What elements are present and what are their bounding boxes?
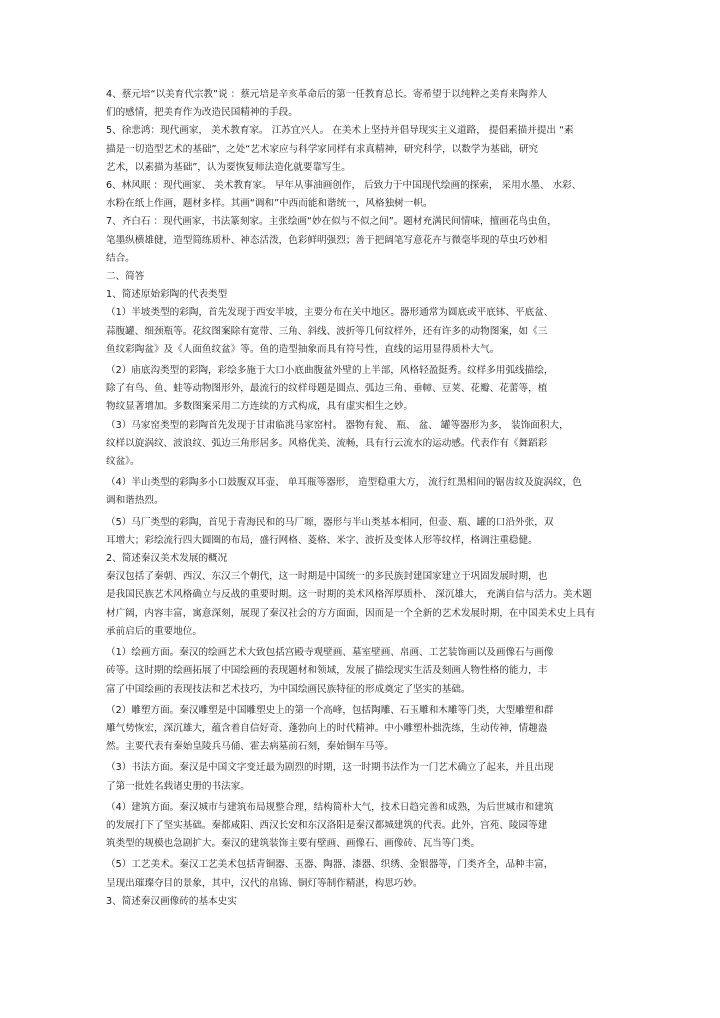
text-line: 笔墨纵横雄健，造型简练质朴、神态活泼，色彩鲜明强烈；善于把阔笔写意花卉与微毫毕现的草虫巧妙相 (106, 234, 548, 246)
text-line: 描是一切造型艺术的基础”，之处“艺术家应与科学家同样有求真精神，研究科学，以数学为基础，研究 (106, 143, 539, 155)
text-line: 承前启后的重要地位。 (106, 625, 202, 637)
section-heading: 二、简答 (106, 271, 145, 283)
text-line: 水粉在纸上作画，题材多样。其画“调和”中西而能和谐统一，风格独树一帜。 (106, 198, 433, 210)
text-line: 纹盆》。 (106, 456, 140, 468)
text-line: 结合。 (106, 252, 135, 264)
text-line: （2）雕塑方面。秦汉雕塑是中国雕塑史上的第一个高峰，包括陶雕、石玉雕和木雕等门类，大型雕塑和群 (106, 704, 554, 716)
text-line: 呈现出璀璨夺目的景象，其中，汉代的帛锦、铜灯等制作精湛，构思巧妙。 (106, 877, 423, 889)
text-line: 5、徐悲鸿：现代画家， 美术教育家。 江苏宜兴人。 在美术上坚持并倡导现实主义道路， 提倡素描并提出 “素 (106, 125, 574, 137)
text-line: 耳增大；彩绘流行四大圆圈的布局，盛行网格、菱格、米字、波折及变体人形等纹样，格调注重稳健。 (106, 534, 538, 546)
text-line: 筑类型的规模也急剧扩大。秦汉的建筑装饰主要有壁画、画像石、画像砖、瓦当等门类。 (106, 838, 481, 850)
question-heading: 3、简述秦汉画像砖的基本史实 (106, 895, 237, 907)
text-line: （5）马厂类型的彩陶，首见于青海民和的马厂塬，器形与半山类基本相同，但壶、瓶、罐的口沿外张，双 (106, 516, 554, 528)
text-line: 秦汉包括了秦朝、西汉、东汉三个朝代，这一时期是中国统一的多民族封建国家建立于巩固发展时期，也 (106, 571, 548, 583)
text-line: 除了有鸟、鱼、蛙等动物图形外，最流行的纹样母题是圆点、弧边三角、垂幛、豆荚、花瓣、花蕾等，植 (106, 383, 548, 395)
text-line: 砖等。这时期的绘画拓展了中国绘画的表现题材和领域，发展了描绘现实生活及刻画人物性格的能力，丰 (106, 665, 548, 677)
text-line: 富了中国绘画的表现技法和艺术技巧，为中国绘画民族特征的形成奠定了坚实的基础。 (106, 683, 471, 695)
text-line: 艺术，以素描为基础”，认为要恢复师法造化就要靠写生。 (106, 161, 351, 173)
text-line: 的发展打下了坚实基础。秦都咸阳、西汉长安和东汉洛阳是秦汉都城建筑的代表。此外，宫苑、陵园等建 (106, 819, 548, 831)
text-line: 雕气势恢宏，深沉雄大，蕴含着自信好奇、蓬勃向上的时代精神。中小雕塑朴拙洗练，生动传神，情趣盎 (106, 722, 548, 734)
text-line: 然。主要代表有秦始皇陵兵马俑、霍去病墓前石刻，秦始铜车马等。 (106, 741, 394, 753)
question-heading: 2、简述秦汉美术发展的概况 (106, 553, 228, 565)
text-line: 7、齐白石 ：现代画家，书法篆刻家。主张绘画“妙在似与不似之间”。题材充满民间情味，擅画花鸟虫鱼， (106, 216, 557, 228)
text-line: 调和谐热烈。 (106, 495, 164, 507)
text-line: 们的感情，把美育作为改造民国精神的手段。 (106, 107, 298, 119)
text-line: 纹样以旋涡纹、波浪纹、弧边三角形居多。风格优美、流畅，具有行云流水的运动感。代表作有《舞蹈彩 (106, 437, 548, 449)
text-line: 4、蔡元培“以美育代宗教”说 ：蔡元培是辛亥革命后的第一任教育总长。寄希望于以纯粹之美育来陶养人 (106, 89, 548, 100)
text-line: （2）庙底沟类型的彩陶，彩绘多施于大口小底曲腹盆外壁的上半部，风格轻盈挺秀。纹样多用弧线描绘， (106, 365, 554, 377)
text-line: 物纹显著增加。多数图案采用二方连续的方式构成，具有虚实相生之妙。 (106, 401, 413, 413)
document-body (106, 86, 612, 911)
text-line: （4）半山类型的彩陶多小口鼓腹双耳壶、 单耳瓶等器形， 造型稳重大方， 流行红黑相间的锯齿纹及旋涡纹，色 (106, 477, 582, 489)
question-heading: 1、简述原始彩陶的代表类型 (106, 289, 228, 301)
text-line: （3）书法方面。秦汉是中国文字变迁最为剧烈的时期，这一时期书法作为一门艺术确立了起来，并且出现 (106, 762, 554, 774)
text-line: （1）半坡类型的彩陶，首先发现于西安半坡，主要分布在关中地区。器形通常为圆底或平底钵、平底盆、 (106, 307, 554, 319)
text-line: 鱼纹彩陶盆》及《人面鱼纹盆》等。鱼的造型抽象而具有符号性，直线的运用显得质朴大气。 (106, 343, 500, 355)
text-line: 6、林风眠 ：现代画家、 美术教育家。 早年从事油画创作， 后致力于中国现代绘画的探索， 采用水墨、 水彩、 (106, 180, 582, 192)
text-line: 是我国民族艺术风格确立与反战的重要时期。这一时期的美术风格浑厚质朴、 深沉雄大， 充满自信与活力。美术题 (106, 589, 592, 601)
text-line: （3）马家窑类型的彩陶首先发现于甘肃临洮马家窑村。 器物有瓮、 瓶、 盆、 罐等器形为多， 装饰面积大， (106, 419, 569, 431)
text-line: （4）建筑方面。秦汉城市与建筑布局规整合理，结构简朴大气，技术日趋完善和成熟，为后世城市和建筑 (106, 801, 554, 813)
text-line: 蒜腹罐、细颈瓶等。花纹图案除有宽带、三角、斜线、波折等几何纹样外，还有许多的动物图案，如《三 (106, 325, 548, 337)
text-line: 材广阔，内容丰富，寓意深刻，展现了秦汉社会的方方面面，因而是一个全新的艺术发展时期，在中国美术史上具有 (106, 607, 596, 619)
text-line: （1）绘画方面。秦汉的绘画艺术大致包括宫殿寺观壁画、墓室壁画、帛画、工艺装饰画以及画像石与画像 (106, 647, 554, 659)
text-line: 了第一批姓名载诸史册的书法家。 (106, 780, 250, 792)
text-line: （5）工艺美术。秦汉工艺美术包括青铜器、玉器、陶器、漆器、织绣、金银器等，门类齐全，品种丰富， (106, 859, 554, 871)
